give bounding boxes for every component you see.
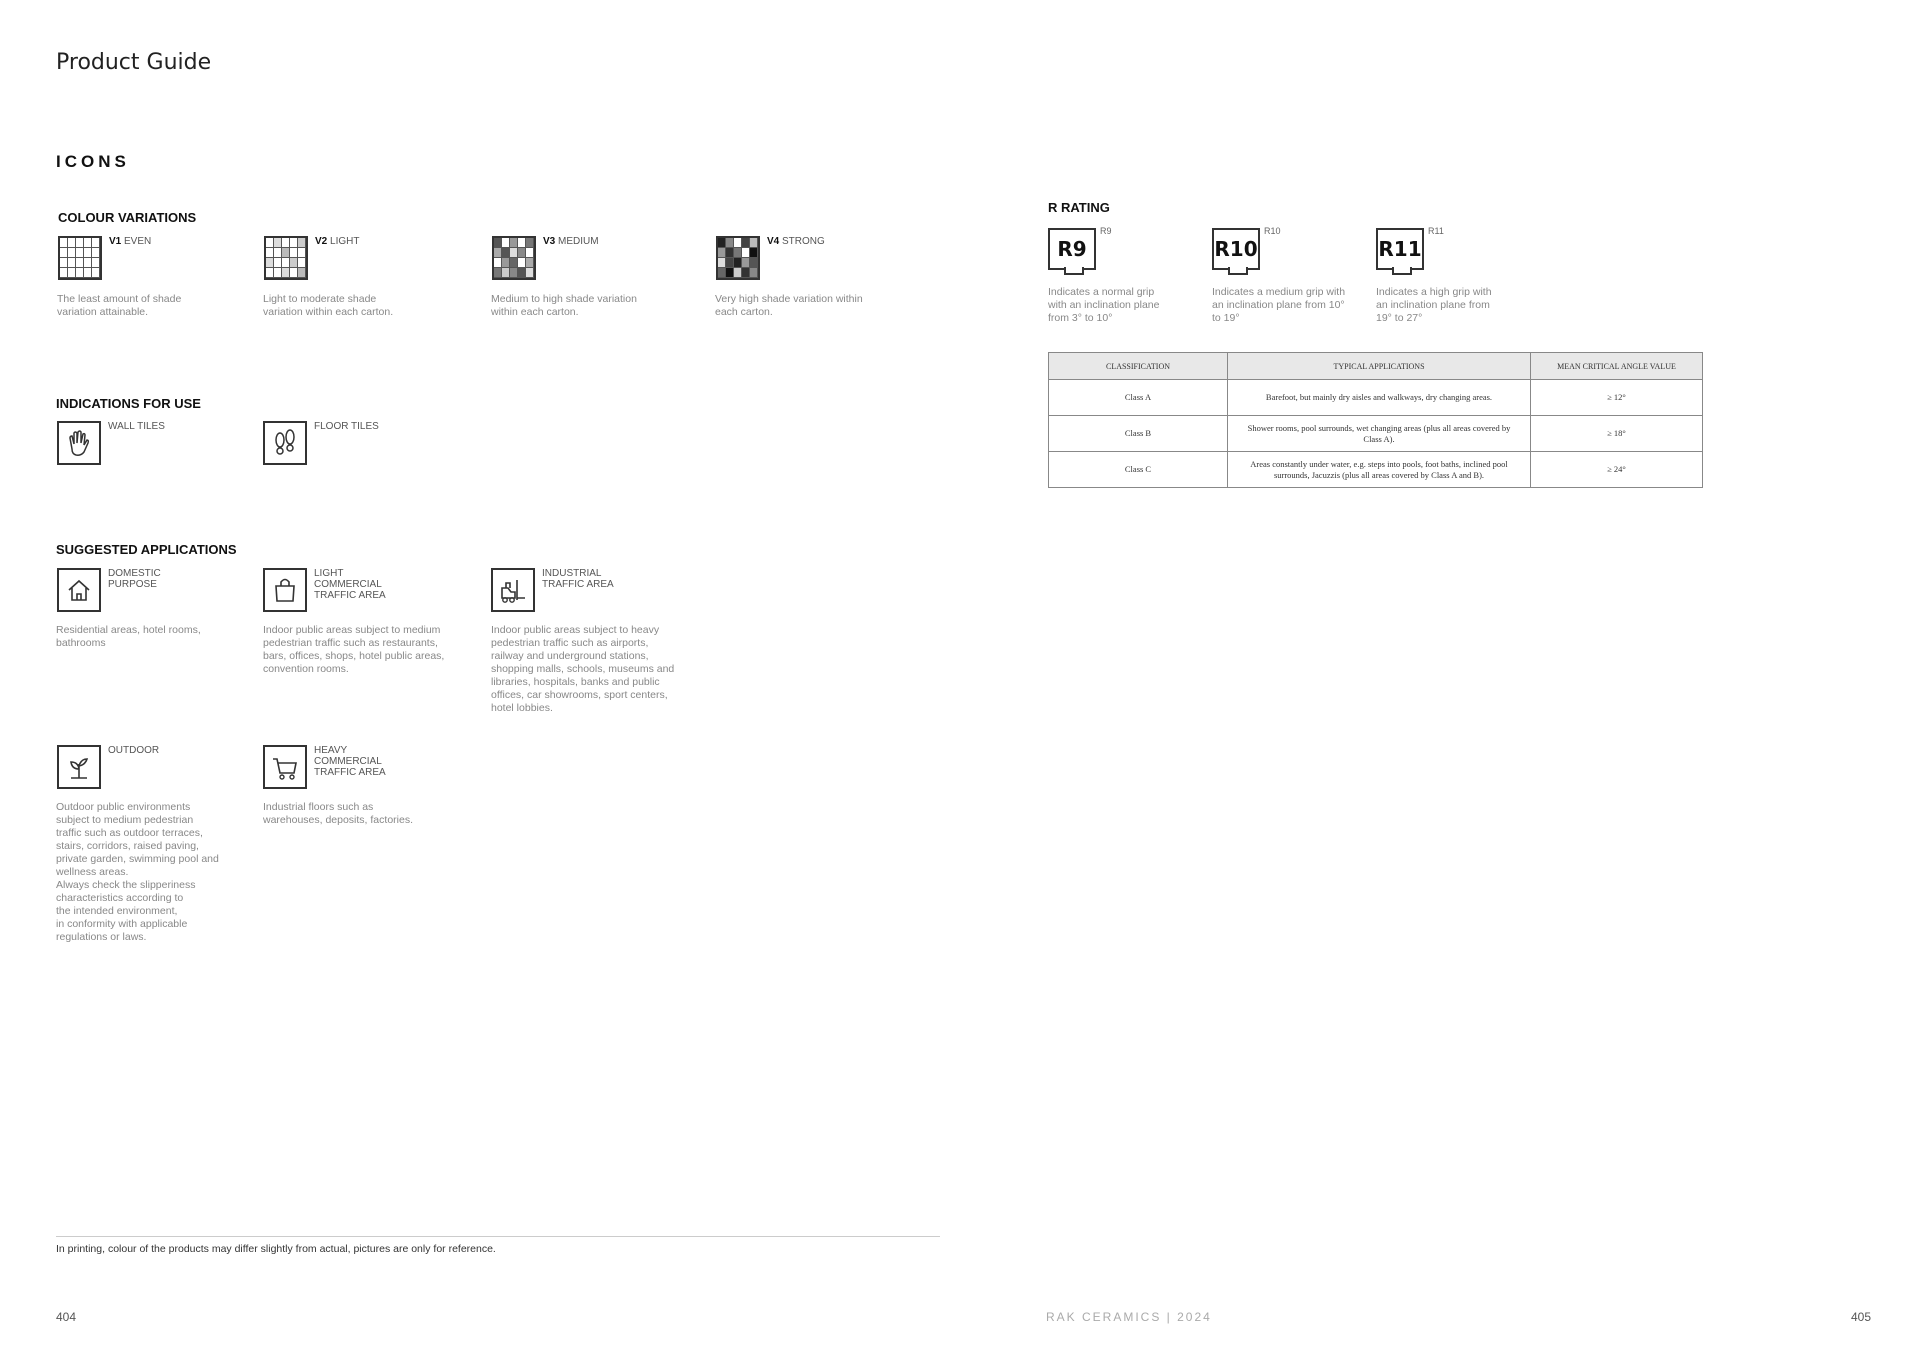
table-cell: Class A xyxy=(1049,380,1228,416)
tile-cell xyxy=(282,248,290,258)
table-header-row xyxy=(1049,353,1703,380)
tile-cell xyxy=(510,268,518,278)
tile-cell xyxy=(84,258,92,268)
table-header: CLASSIFICATION xyxy=(1049,353,1228,380)
table-row xyxy=(1049,452,1703,488)
tile-cell xyxy=(298,248,306,258)
outdoor-label: OUTDOOR xyxy=(108,745,160,756)
tile-cell xyxy=(76,268,84,278)
table-cell: Shower rooms, pool surrounds, wet changing areas (plus all areas covered by Class A). xyxy=(1228,416,1531,452)
r11-badge: R11 xyxy=(1376,228,1424,270)
r9-superscript: R9 xyxy=(1100,226,1112,236)
table-cell: ≥ 24° xyxy=(1531,452,1703,488)
tile-cell xyxy=(290,268,298,278)
v2-light-icon xyxy=(264,236,308,280)
table-header: TYPICAL APPLICATIONS xyxy=(1228,353,1531,380)
page-number-left: 404 xyxy=(56,1310,77,1324)
v2-description: Light to moderate shade variation within each carton. xyxy=(263,293,394,318)
v1-label: V1 EVEN xyxy=(109,236,152,247)
tile-cell xyxy=(84,238,92,248)
plant-icon xyxy=(57,745,101,789)
tile-cell xyxy=(718,238,726,248)
table-cell: Barefoot, but mainly dry aisles and walkways, dry changing areas. xyxy=(1228,380,1531,416)
table-cell: Class B xyxy=(1049,416,1228,452)
r11-superscript: R11 xyxy=(1428,226,1444,236)
tile-cell xyxy=(502,268,510,278)
tile-cell xyxy=(526,258,534,268)
tile-cell xyxy=(726,258,734,268)
tile-cell xyxy=(60,248,68,258)
tile-cell xyxy=(68,258,76,268)
tile-cell xyxy=(750,248,758,258)
tile-cell xyxy=(510,258,518,268)
brand-footer: RAK CERAMICS | 2024 xyxy=(1046,1310,1212,1324)
v4-description: Very high shade variation within each carton. xyxy=(715,293,863,318)
printing-disclaimer: In printing, colour of the products may differ slightly from actual, pictures are only for reference. xyxy=(56,1243,496,1255)
heavy-commercial-label: HEAVY COMMERCIAL TRAFFIC AREA xyxy=(314,745,386,778)
tile-cell xyxy=(266,258,274,268)
v1-description: The least amount of shade variation attainable. xyxy=(57,293,182,318)
tile-cell xyxy=(274,268,282,278)
tile-cell xyxy=(734,258,742,268)
tile-cell xyxy=(494,238,502,248)
r10-badge: R10 xyxy=(1212,228,1260,270)
industrial-label: INDUSTRIAL TRAFFIC AREA xyxy=(542,568,614,590)
tile-cell xyxy=(76,258,84,268)
tile-cell xyxy=(718,258,726,268)
tile-cell xyxy=(76,248,84,258)
r9-badge: R9 xyxy=(1048,228,1096,270)
indications-heading: INDICATIONS FOR USE xyxy=(56,396,201,411)
tile-cell xyxy=(526,238,534,248)
tile-cell xyxy=(742,258,750,268)
industrial-description: Indoor public areas subject to heavy pedestrian traffic such as airports, railway and underground stations, shopping malls, schools, museums and libraries, hospitals, banks and public offices, car showrooms, sport centers, hotel lobbies. xyxy=(491,624,675,714)
tile-cell xyxy=(60,258,68,268)
tile-cell xyxy=(266,238,274,248)
v3-medium-icon xyxy=(492,236,536,280)
domestic-description: Residential areas, hotel rooms, bathrooms xyxy=(56,624,201,649)
tile-cell xyxy=(92,238,100,248)
r10-superscript: R10 xyxy=(1264,226,1281,236)
tile-cell xyxy=(60,238,68,248)
tile-cell xyxy=(734,268,742,278)
tile-cell xyxy=(718,248,726,258)
r11-description: Indicates a high grip with an inclination plane from 19° to 27° xyxy=(1376,286,1492,324)
tile-cell xyxy=(502,238,510,248)
tile-cell xyxy=(726,268,734,278)
table-row xyxy=(1049,416,1703,452)
tile-cell xyxy=(282,238,290,248)
tile-cell xyxy=(750,268,758,278)
tile-cell xyxy=(76,238,84,248)
tile-cell xyxy=(92,258,100,268)
table-cell: Areas constantly under water, e.g. steps into pools, foot baths, inclined pool surrounds, Jacuzzis (plus all areas covered by Class A and B). xyxy=(1228,452,1531,488)
tile-cell xyxy=(60,268,68,278)
tile-cell xyxy=(92,248,100,258)
tile-cell xyxy=(518,248,526,258)
wall-tiles-label: WALL TILES xyxy=(108,421,165,432)
r10-description: Indicates a medium grip with an inclination plane from 10° to 19° xyxy=(1212,286,1346,324)
tile-cell xyxy=(502,258,510,268)
tile-cell xyxy=(68,248,76,258)
floor-tiles-label: FLOOR TILES xyxy=(314,421,379,432)
shopping-bag-icon xyxy=(263,568,307,612)
tile-cell xyxy=(510,238,518,248)
hand-icon xyxy=(57,421,101,465)
tile-cell xyxy=(726,248,734,258)
tile-cell xyxy=(526,248,534,258)
house-icon xyxy=(57,568,101,612)
page-number-right: 405 xyxy=(1851,1310,1872,1324)
tile-cell xyxy=(494,268,502,278)
light-commercial-label: LIGHT COMMERCIAL TRAFFIC AREA xyxy=(314,568,386,601)
page-title: Product Guide xyxy=(56,50,212,75)
tile-cell xyxy=(290,248,298,258)
section-heading: ICONS xyxy=(56,152,130,171)
table-cell: ≥ 18° xyxy=(1531,416,1703,452)
tile-cell xyxy=(526,268,534,278)
table-header: MEAN CRITICAL ANGLE VALUE xyxy=(1531,353,1703,380)
tile-cell xyxy=(518,268,526,278)
tile-cell xyxy=(290,258,298,268)
tile-cell xyxy=(282,258,290,268)
tile-cell xyxy=(68,238,76,248)
heavy-commercial-description: Industrial floors such as warehouses, deposits, factories. xyxy=(263,801,413,826)
tile-cell xyxy=(92,268,100,278)
footer-divider xyxy=(56,1236,940,1237)
colour-variations-heading: COLOUR VARIATIONS xyxy=(58,210,197,225)
tile-cell xyxy=(282,268,290,278)
v4-strong-icon xyxy=(716,236,760,280)
v2-label: V2 LIGHT xyxy=(315,236,360,247)
tile-cell xyxy=(742,268,750,278)
tile-cell xyxy=(750,238,758,248)
tile-cell xyxy=(68,268,76,278)
tile-cell xyxy=(274,248,282,258)
tile-cell xyxy=(290,238,298,248)
tile-cell xyxy=(510,248,518,258)
tile-cell xyxy=(718,268,726,278)
footprints-icon xyxy=(263,421,307,465)
tile-cell xyxy=(274,238,282,248)
r9-description: Indicates a normal grip with an inclination plane from 3° to 10° xyxy=(1048,286,1160,324)
shopping-cart-icon xyxy=(263,745,307,789)
light-commercial-description: Indoor public areas subject to medium pedestrian traffic such as restaurants, bars, offices, shops, hotel public areas, convention rooms. xyxy=(263,624,445,675)
v3-description: Medium to high shade variation within each carton. xyxy=(491,293,637,318)
domestic-purpose-label: DOMESTIC PURPOSE xyxy=(108,568,161,590)
tile-cell xyxy=(750,258,758,268)
tile-cell xyxy=(494,248,502,258)
outdoor-description: Outdoor public environments subject to medium pedestrian traffic such as outdoor terraces, stairs, corridors, raised paving, private garden, swimming pool and wellness areas. Always check the slipperiness characteristics according to the intended environment, in conformity with applicable regulations or laws. xyxy=(56,801,219,943)
v3-label: V3 MEDIUM xyxy=(543,236,599,247)
tile-cell xyxy=(84,248,92,258)
tile-cell xyxy=(298,238,306,248)
tile-cell xyxy=(734,248,742,258)
tile-cell xyxy=(298,258,306,268)
tile-cell xyxy=(726,238,734,248)
tile-cell xyxy=(84,268,92,278)
classification-table xyxy=(1048,352,1703,488)
tile-cell xyxy=(298,268,306,278)
suggested-applications-heading: SUGGESTED APPLICATIONS xyxy=(56,542,237,557)
v4-label: V4 STRONG xyxy=(767,236,825,247)
forklift-icon xyxy=(491,568,535,612)
v1-even-icon xyxy=(58,236,102,280)
tile-cell xyxy=(502,248,510,258)
tile-cell xyxy=(266,248,274,258)
table-cell: Class C xyxy=(1049,452,1228,488)
table-row xyxy=(1049,380,1703,416)
tile-cell xyxy=(518,238,526,248)
r-rating-heading: R RATING xyxy=(1048,200,1110,215)
tile-cell xyxy=(266,268,274,278)
tile-cell xyxy=(734,238,742,248)
tile-cell xyxy=(742,238,750,248)
tile-cell xyxy=(274,258,282,268)
tile-cell xyxy=(518,258,526,268)
table-cell: ≥ 12° xyxy=(1531,380,1703,416)
tile-cell xyxy=(494,258,502,268)
tile-cell xyxy=(742,248,750,258)
